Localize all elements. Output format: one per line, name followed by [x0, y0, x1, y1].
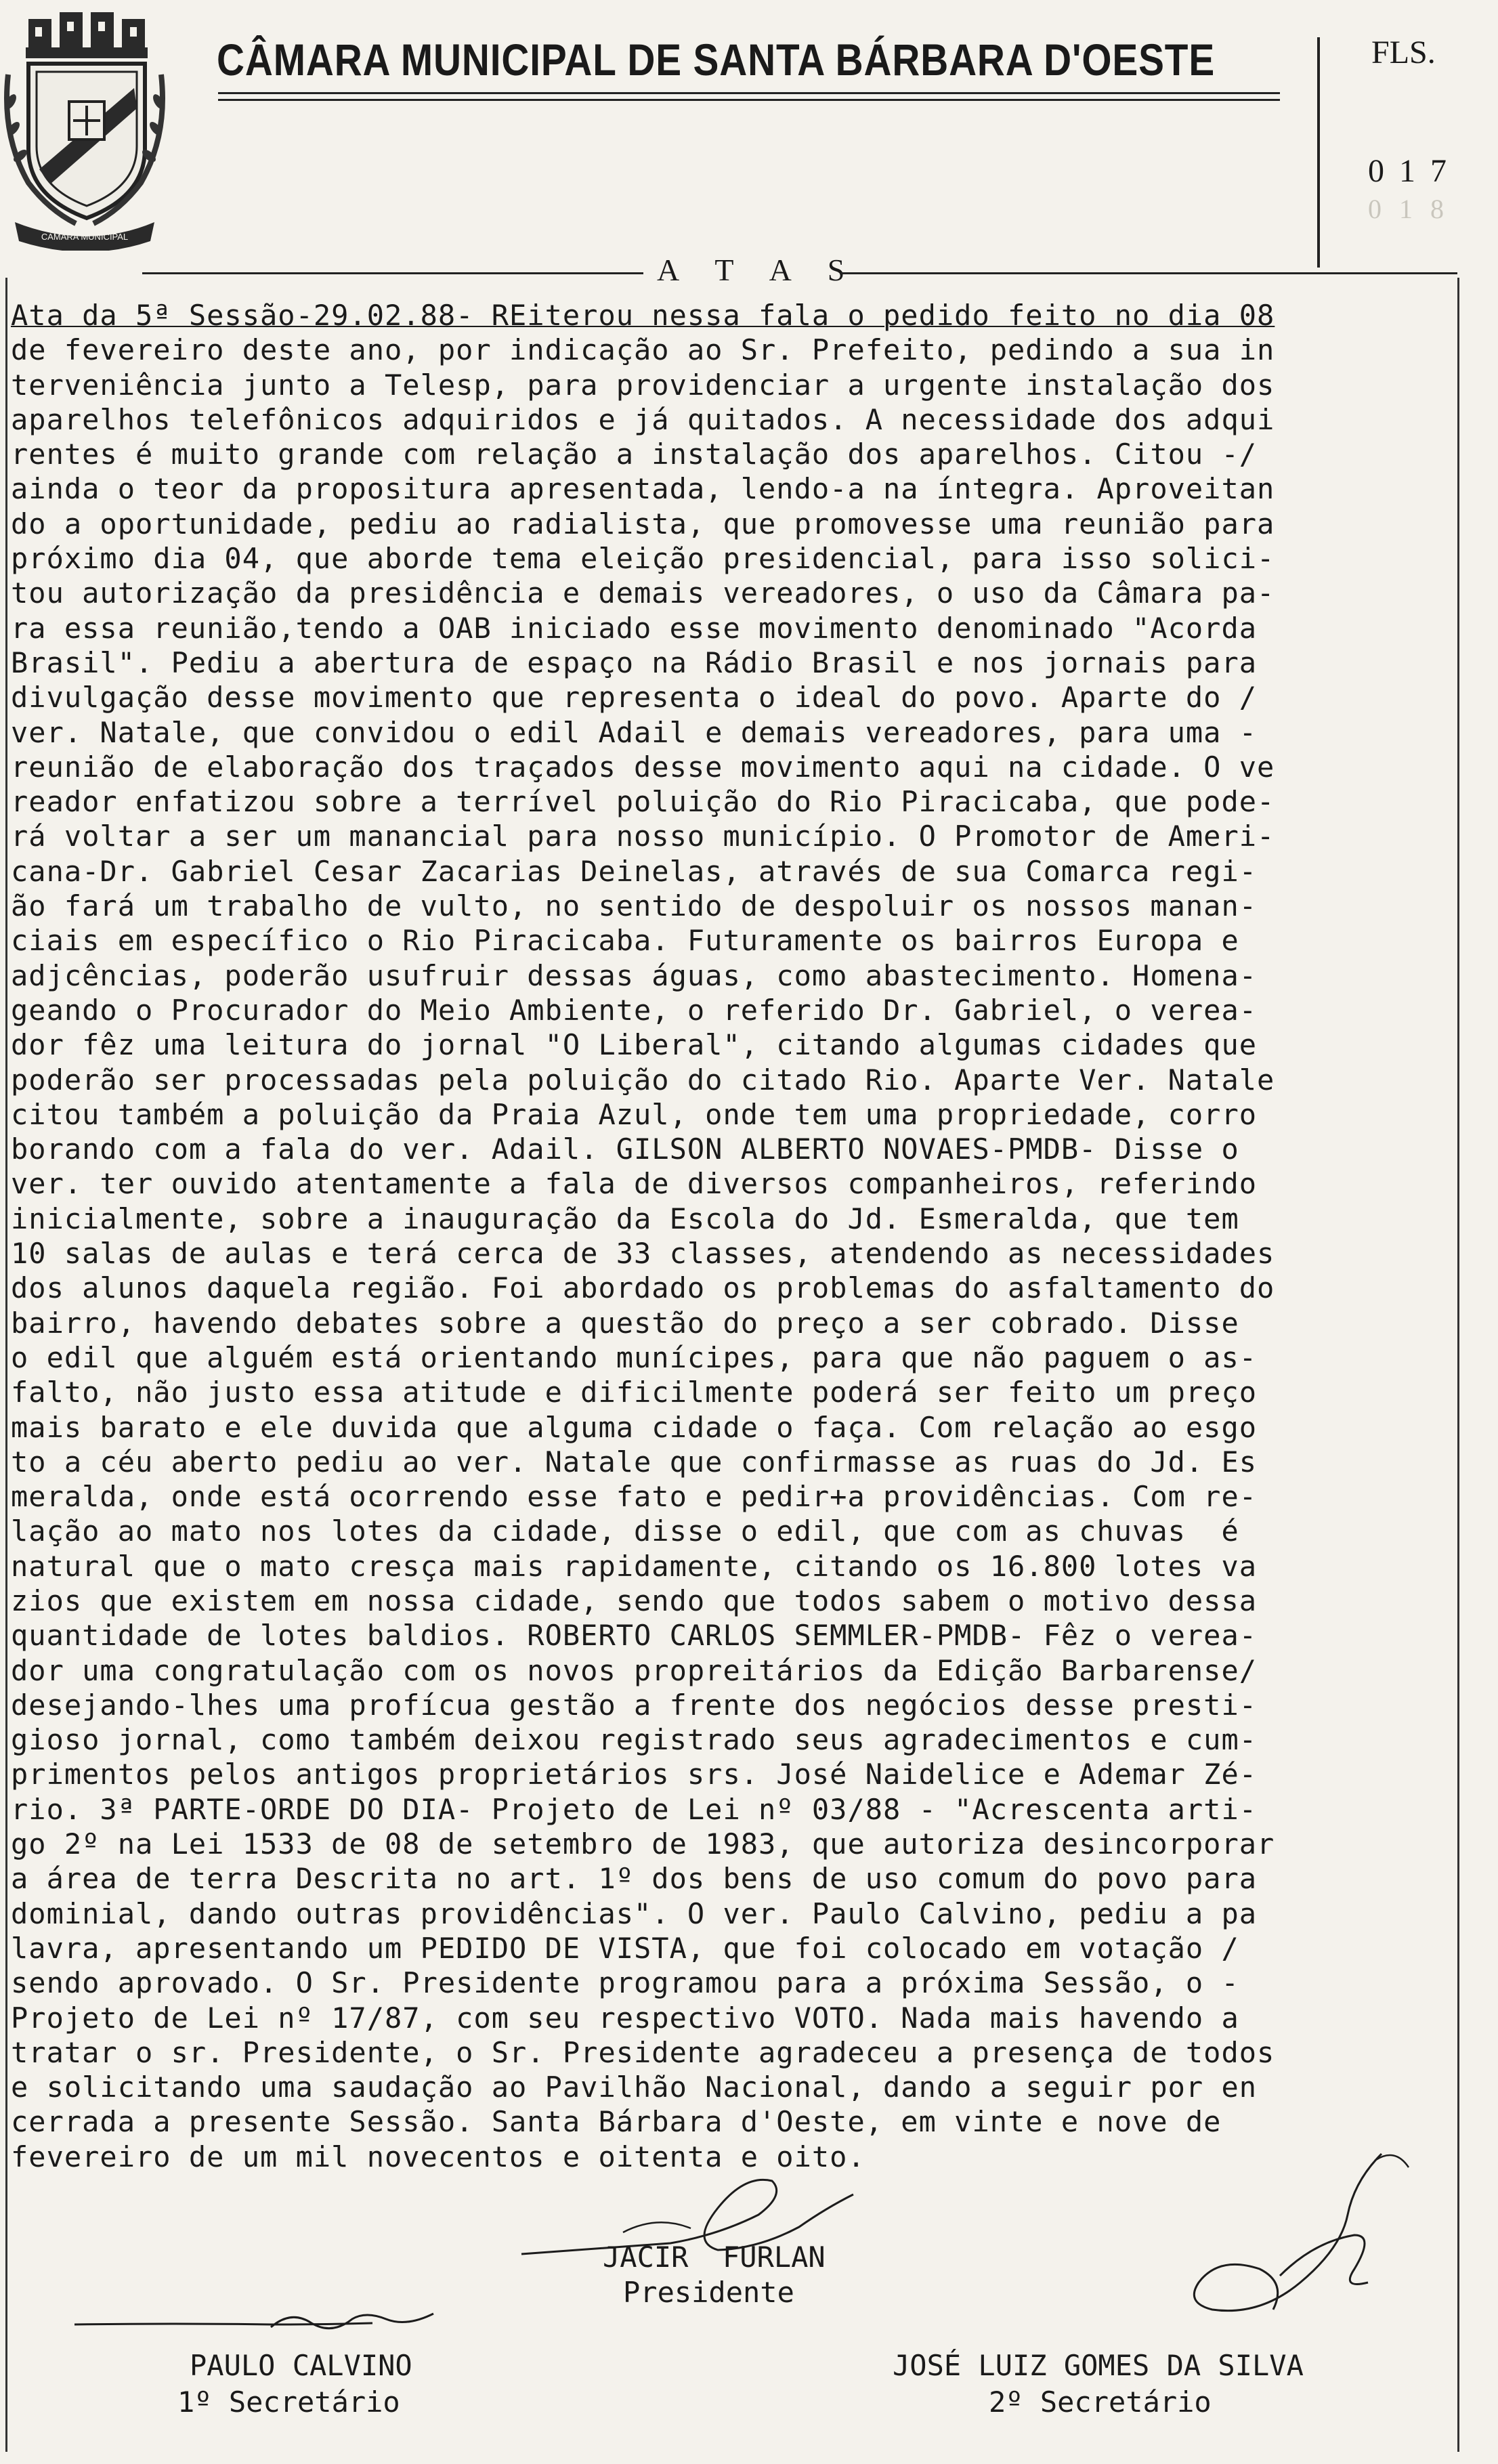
minutes-line: cerrada a presente Sessão. Santa Bárbara d'Oeste, em vinte e nove de: [11, 2105, 1222, 2139]
minutes-line: ver. ter ouvido atentamente a fala de diversos companheiros, referindo: [11, 1167, 1258, 1201]
crest-motto: CAMARA MUNICIPAL: [41, 232, 129, 242]
minutes-line: natural que o mato cresça mais rapidamente, citando os 16.800 lotes va: [11, 1549, 1258, 1583]
minutes-line: ão fará um trabalho de vulto, no sentido de despoluir os nossos manan-: [11, 889, 1258, 923]
minutes-line: dor uma congratulação com os novos propreitários da Edição Barbarense/: [11, 1653, 1258, 1687]
minutes-line: desejando-lhes uma profícua gestão a frente dos negócios desse presti-: [11, 1688, 1258, 1722]
minutes-line: reador enfatizou sobre a terrível poluição do Rio Piracicaba, que pode-: [11, 785, 1275, 819]
minutes-line: fevereiro de um mil novecentos e oitenta e oito.: [11, 2140, 865, 2173]
minutes-line: aparelhos telefônicos adquiridos e já quitados. A necessidade dos adqui: [11, 402, 1275, 436]
minutes-line: do a oportunidade, pediu ao radialista, que promovesse uma reunião para: [11, 507, 1275, 540]
minutes-line: rio. 3ª PARTE-ORDE DO DIA- Projeto de Lei nº 03/88 - "Acrescenta arti-: [11, 1792, 1258, 1826]
folio-label: FLS.: [1371, 35, 1436, 70]
minutes-line: citou também a poluição da Praia Azul, onde tem uma propriedade, corro: [11, 1097, 1258, 1131]
minutes-line: zios que existem em nossa cidade, sendo que todos sabem o motivo dessa: [11, 1584, 1258, 1617]
minutes-line: e solicitando uma saudação ao Pavilhão Nacional, dando a seguir por en: [11, 2070, 1258, 2104]
minutes-line: primentos pelos antigos proprietários srs. José Naidelice e Ademar Zé-: [11, 1758, 1258, 1791]
minutes-line: poderão ser processadas pela poluição do citado Rio. Aparte Ver. Natale: [11, 1063, 1275, 1097]
folio-number: 017: [1368, 153, 1461, 189]
president-role: Presidente: [623, 2276, 794, 2309]
minutes-line: divulgação desse movimento que representa o ideal do povo. Aparte do /: [11, 681, 1258, 715]
minutes-line: ciais em específico o Rio Piracicaba. Futuramente os bairros Europa e: [11, 924, 1239, 958]
president-name: JACIR FURLAN: [603, 2240, 826, 2274]
second-secretary-role: 2º Secretário: [989, 2385, 1212, 2419]
minutes-line: gioso jornal, como também deixou registrado seus agradecimentos e cum-: [11, 1723, 1258, 1757]
minutes-line: cana-Dr. Gabriel Cesar Zacarias Deinelas, através de sua Comarca regi-: [11, 854, 1258, 888]
minutes-line: reunião de elaboração dos traçados desse movimento aqui na cidade. O ve: [11, 750, 1275, 784]
minutes-line: bairro, havendo debates sobre a questão do preço a ser cobrado. Disse: [11, 1306, 1239, 1340]
minutes-line: a área de terra Descrita no art. 1º dos bens de uso comum do povo para: [11, 1862, 1258, 1896]
folio-number-bleedthrough: 018: [1368, 194, 1461, 224]
minutes-line: dos alunos daquela região. Foi abordado os problemas do asfaltamento do: [11, 1271, 1275, 1305]
minutes-line: mais barato e ele duvida que alguma cidade o faça. Com relação ao esgo: [11, 1410, 1258, 1444]
section-title: A T A S: [657, 253, 860, 287]
minutes-line: ainda o teor da propositura apresentada, lendo-a na íntegra. Aproveitan: [11, 472, 1275, 506]
minutes-line: dor fêz uma leitura do jornal "O Liberal", citando algumas cidades que: [11, 1028, 1258, 1062]
page-frame-left: [5, 278, 7, 2452]
minutes-line: Ata da 5ª Sessão-29.02.88- REiterou nessa fala o pedido feito no dia 08: [11, 299, 1275, 332]
first-secretary-name: PAULO CALVINO: [190, 2349, 412, 2382]
minutes-line: Projeto de Lei nº 17/87, com seu respectivo VOTO. Nada mais havendo a: [11, 2001, 1239, 2035]
minutes-line: to a céu aberto pediu ao ver. Natale que confirmasse as ruas do Jd. Es: [11, 1445, 1258, 1479]
minutes-line: Brasil". Pediu a abertura de espaço na Rádio Brasil e nos jornais para: [11, 645, 1258, 679]
minutes-line: lação ao mato nos lotes da cidade, disse o edil, que com as chuvas é: [11, 1514, 1239, 1548]
council-name-heading: CÂMARA MUNICIPAL DE SANTA BÁRBARA D'OESTE: [217, 35, 1216, 85]
header-rule-bottom: [218, 99, 1280, 101]
minutes-line: lavra, apresentando um PEDIDO DE VISTA, que foi colocado em votação /: [11, 1931, 1239, 1965]
minutes-line: sendo aprovado. O Sr. Presidente programou para a próxima Sessão, o -: [11, 1966, 1239, 2000]
minutes-line: terveniência junto a Telesp, para providenciar a urgente instalação dos: [11, 368, 1275, 402]
minutes-line: próximo dia 04, que aborde tema eleição presidencial, para isso solici-: [11, 542, 1275, 576]
second-secretary-name: JOSÉ LUIZ GOMES DA SILVA: [893, 2349, 1304, 2382]
minutes-line: tratar o sr. Presidente, o Sr. Presidente agradeceu a presença de todos: [11, 2035, 1275, 2069]
minutes-line: borando com a fala do ver. Adail. GILSON ALBERTO NOVAES-PMDB- Disse o: [11, 1132, 1239, 1166]
first-secretary-role: 1º Secretário: [177, 2385, 400, 2419]
minutes-line: o edil que alguém está orientando munícipes, para que não paguem o as-: [11, 1340, 1258, 1374]
minutes-line: de fevereiro deste ano, por indicação ao Sr. Prefeito, pedindo a sua in: [11, 333, 1275, 367]
minutes-line: rentes é muito grande com relação a instalação dos aparelhos. Citou -/: [11, 438, 1258, 471]
minutes-line: go 2º na Lei 1533 de 08 de setembro de 1983, que autoriza desincorporar: [11, 1827, 1275, 1861]
first-secretary-signature-icon: [68, 2296, 447, 2350]
minutes-line: ver. Natale, que convidou o edil Adail e demais vereadores, para uma -: [11, 715, 1258, 749]
minutes-line: meralda, onde está ocorrendo esse fato e pedir+a providências. Com re-: [11, 1480, 1258, 1514]
minutes-line: inicialmente, sobre a inauguração da Escola do Jd. Esmeralda, que tem: [11, 1202, 1239, 1235]
page-frame-right: [1457, 278, 1459, 2452]
minutes-line: adjcências, poderão usufruir dessas águas, como abastecimento. Homena-: [11, 958, 1258, 992]
minutes-line: dominial, dando outras providências". O ver. Paulo Calvino, pediu a pa: [11, 1896, 1258, 1930]
header-rule-top: [218, 92, 1280, 94]
section-rule-left: [142, 272, 643, 274]
minutes-line: tou autorização da presidência e demais vereadores, o uso da Câmara pa-: [11, 576, 1275, 610]
minutes-body: [11, 298, 1457, 2174]
minutes-line: falto, não justo essa atitude e dificilmente poderá ser feito um preço: [11, 1376, 1258, 1409]
municipal-crest-icon: [1, 7, 167, 251]
minutes-line: ra essa reunião,tendo a OAB iniciado esse movimento denominado "Acorda: [11, 611, 1258, 645]
minutes-line: quantidade de lotes baldios. ROBERTO CARLOS SEMMLER-PMDB- Fêz o verea-: [11, 1619, 1258, 1653]
minutes-line: 10 salas de aulas e terá cerca de 33 classes, atendendo as necessidades: [11, 1237, 1275, 1271]
minutes-line: geando o Procurador do Meio Ambiente, o referido Dr. Gabriel, o verea-: [11, 993, 1258, 1027]
minutes-line: rá voltar a ser um manancial para nosso município. O Promotor de Ameri-: [11, 820, 1275, 853]
second-secretary-signature-icon: [1056, 2140, 1436, 2343]
section-rule-right: [840, 272, 1457, 274]
